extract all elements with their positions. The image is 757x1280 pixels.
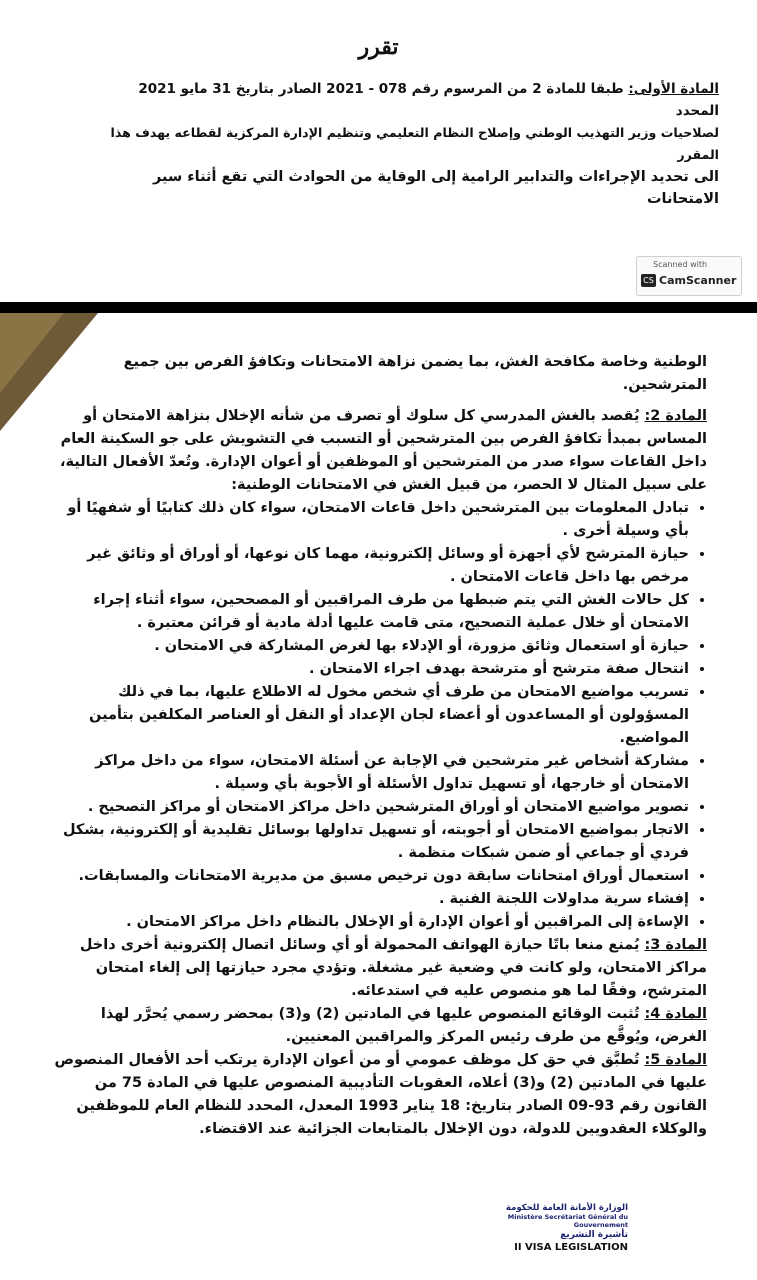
article-5-text: تُطبَّق في حق كل موظف عمومي أو من أعوان الإدارة يرتكب أحد الأفعال المنصوص عليها في المادتين (2) و(3) أعلاه، العقوبات التأديبية المنصوص عليها في المادة 75 من القانون رقم 93-09 الصادر بتاريخ: 18 يناير 1993 المعدل، المحدد للنظام العام للموظفين والوكلاء العقدويين للدولة، دون الإخلال بالمتابعات الجزائية عند الاقتضاء. [54, 1052, 707, 1137]
article-4-paragraph [52, 1003, 707, 1049]
stamp-visa-ar: تأشيرة التشريع [560, 1230, 628, 1240]
article-5-paragraph [52, 1049, 707, 1141]
document-page-1 [0, 0, 757, 302]
document-page-2 [0, 313, 757, 1280]
article-3-text: يُمنع منعا باتًا حيازة الهواتف المحمولة أو أي وسائل اتصال إلكترونية أخرى داخل مراكز الامتحان، ولو كانت في وضعية غير مشغلة. وتؤدي مجرد حيازتها إلى إلغاء امتحان المترشح، وفقًا لما هو منصوص عليه في استدعائه. [79, 937, 707, 999]
list-item: • مشاركة أشخاص غير مترشحين في الإجابة عن أسئلة الامتحان، سواء من داخل مراكز الامتحان أو خارجها، أو تسهيل تداول الأسئلة أو الأجوبة بأي وسيلة . [52, 750, 689, 796]
article-1-block [104, 78, 719, 210]
list-item: • كل حالات الغش التي يتم ضبطها من طرف المراقبين أو المصححين، سواء أثناء إجراء الامتحان أو خلال عملية التصحيح، متى قامت عليها أدلة مادية أو قرائن معتبرة . [52, 589, 689, 635]
article-1-line-3: الى تحديد الإجراءات والتدابير الرامية إلى الوقاية من الحوادث التي تقع أثناء سير الامتحانات [153, 169, 719, 207]
article-3-paragraph [52, 934, 707, 1003]
stamp-ministry-ar: الوزارة الأمانة العامة للحكومة [505, 1203, 628, 1213]
article-2-label: المادة 2: [644, 408, 707, 424]
scanned-with-text: Scanned with [653, 260, 708, 269]
camscanner-watermark [636, 256, 742, 296]
list-item: • الإساءة إلى المراقبين أو أعوان الإدارة أو الإخلال بالنظام داخل مراكز الامتحان . [52, 911, 689, 934]
article-2-paragraph [52, 405, 707, 497]
article-2-text: يُقصد بالغش المدرسي كل سلوك أو تصرف من شأنه الإخلال بنزاهة الامتحان أو المساس بمبدأ تكافؤ الفرص بين المترشحين أو التسبب في التشويش على جو السكينة العام داخل القاعات سواء صدر من المترشحين أو الموظفين أو أعوان الإدارة. وتُعدّ الأفعال التالية، على سبيل المثال لا الحصر، من قبيل الغش في الامتحانات الوطنية: [60, 408, 707, 493]
article-1-text-1: طبقا للمادة 2 من المرسوم رقم 078 - 2021 الصادر بتاريخ 31 مايو 2021 المحدد [138, 81, 719, 119]
camscanner-brand: CamScanner [659, 274, 737, 287]
article-3-label: المادة 3: [644, 937, 707, 953]
list-item: • استعمال أوراق امتحانات سابقة دون ترخيص مسبق من مديرية الامتحانات والمسابقات. [52, 865, 689, 888]
list-item: • حيازة المترشح لأي أجهزة أو وسائل إلكترونية، مهما كان نوعها، أو أوراق أو وثائق غير مرخص بها داخل قاعات الامتحان . [52, 543, 689, 589]
article-4-text: تُثبت الوقائع المنصوص عليها في المادتين (2) و(3) بمحضر رسمي يُحرَّر لهذا الغرض، ويُوقَّع من طرف رئيس المركز والمراقبين المعنيين. [100, 1006, 707, 1045]
article-1-line-2: لصلاحيات وزير التهذيب الوطني وإصلاح النظام التعليمي وتنظيم الإدارة المركزية لقطاعه يهدف هذا المقرر [110, 125, 719, 162]
visa-stamp [488, 1203, 628, 1253]
article-4-label: المادة 4: [644, 1006, 707, 1022]
stamp-visa-fr: II VISA LEGISLATION [514, 1242, 628, 1253]
stamp-ministry-fr: Ministère Secrétariat Général du Gouvernement [507, 1213, 628, 1229]
cheating-acts-list [52, 497, 707, 934]
article-1-line-1 [104, 78, 719, 122]
list-item: • تبادل المعلومات بين المترشحين داخل قاعات الامتحان، سواء كان ذلك كتابيًا أو شفهيًا أو بأي وسيلة أخرى . [52, 497, 689, 543]
list-item: • تصوير مواضيع الامتحان أو أوراق المترشحين داخل مراكز الامتحان أو مراكز التصحيح . [52, 796, 689, 819]
continuation-line-1: الوطنية وخاصة مكافحة الغش، بما يضمن نزاهة الامتحانات وتكافؤ الفرص بين جميع [123, 354, 707, 370]
list-item: • إفشاء سرية مداولات اللجنة الفنية . [52, 888, 689, 911]
camscanner-logo-icon: CS [641, 274, 656, 287]
list-item: • حيازة أو استعمال وثائق مزورة، أو الإدلاء بها لغرض المشاركة في الامتحان . [52, 635, 689, 658]
article-1-label: المادة الأولى: [628, 81, 719, 97]
continuation-line-2: المترشحين. [622, 377, 707, 393]
list-item: • الاتجار بمواضيع الامتحان أو أجوبته، أو تسهيل تداولها بوسائل تقليدية أو إلكترونية، بشكل فردي أو جماعي أو ضمن شبكات منظمة . [52, 819, 689, 865]
list-item: • انتحال صفة مترشح أو مترشحة بهدف اجراء الامتحان . [52, 658, 689, 681]
article-5-label: المادة 5: [644, 1052, 707, 1068]
page-2-body [52, 351, 707, 1141]
list-item: • تسريب مواضيع الامتحان من طرف أي شخص مخول له الاطلاع عليها، بما في ذلك المسؤولون أو المساعدون أو أعضاء لجان الإعداد أو النقل أو العناصر المكلفين بتأمين المواضيع. [52, 681, 689, 750]
decision-title: تقرر [358, 34, 399, 60]
